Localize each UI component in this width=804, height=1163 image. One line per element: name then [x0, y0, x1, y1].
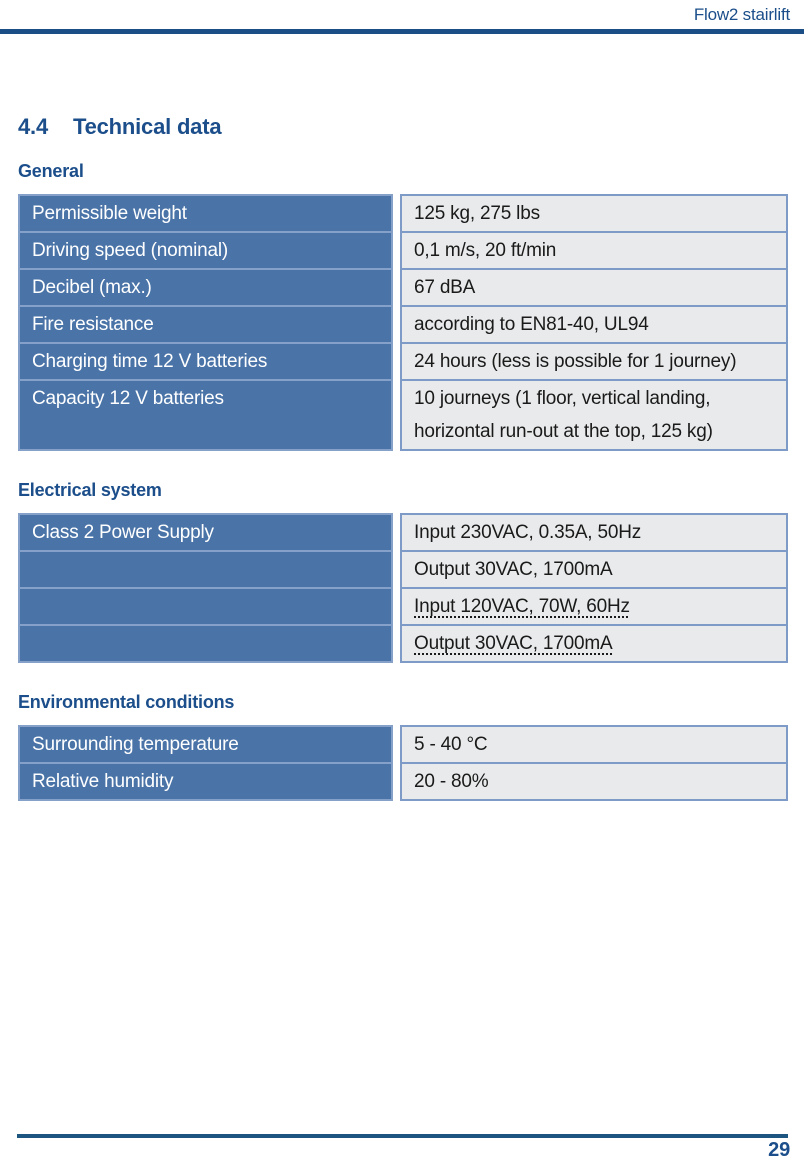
tables-container [18, 160, 788, 801]
table-heading: Environmental conditions [18, 692, 235, 712]
row-value-text: Input 120VAC, 70W, 60Hz [414, 596, 630, 617]
row-label-cell: Charging time 12 V batteries [18, 344, 393, 381]
row-value-text: Output 30VAC, 1700mA [414, 633, 613, 654]
row-value-cell [400, 552, 788, 589]
row-label-cell [18, 626, 393, 663]
page-footer [0, 1134, 804, 1163]
data-table [18, 513, 788, 663]
row-value-cell [400, 233, 788, 270]
row-value-cell [400, 626, 788, 663]
row-label-cell [18, 552, 393, 589]
content [18, 114, 788, 801]
row-label-cell: Decibel (max.) [18, 270, 393, 307]
row-value-text: 67 dBA [414, 277, 476, 298]
row-value-text: 20 - 80% [414, 771, 489, 792]
header-rule [0, 29, 804, 34]
table-heading: Electrical system [18, 480, 162, 500]
row-label-cell: Fire resistance [18, 307, 393, 344]
section-heading [18, 114, 788, 140]
row-value-text: 24 hours (less is possible for 1 journey) [414, 351, 737, 372]
row-value-text: Input 230VAC, 0.35A, 50Hz [414, 522, 642, 543]
section-title: Technical data [72, 114, 222, 139]
data-table [18, 725, 788, 801]
row-value-cell [400, 381, 788, 451]
row-value-text: 0,1 m/s, 20 ft/min [414, 240, 557, 261]
page-number: 29 [768, 1139, 790, 1161]
row-value-cell [400, 344, 788, 381]
table-heading: General [18, 161, 84, 181]
row-value-text: 125 kg, 275 lbs [414, 203, 540, 224]
row-value-text: according to EN81-40, UL94 [414, 314, 649, 335]
header-title: Flow2 stairlift [693, 5, 790, 24]
section-number: 4.4 [18, 114, 48, 139]
row-value-cell [400, 513, 788, 552]
row-value-text: 10 journeys (1 floor, vertical landing, horizontal run-out at the top, 125 kg) [414, 388, 713, 442]
page-header [0, 0, 804, 34]
row-label-cell: Permissible weight [18, 194, 393, 233]
data-table [18, 194, 788, 451]
row-value-text: 5 - 40 °C [414, 734, 488, 755]
row-label-cell: Class 2 Power Supply [18, 513, 393, 552]
row-value-cell [400, 764, 788, 801]
row-label-cell [18, 589, 393, 626]
row-value-cell [400, 270, 788, 307]
row-value-cell [400, 589, 788, 626]
row-value-text: Output 30VAC, 1700mA [414, 559, 613, 580]
row-label-cell: Surrounding temperature [18, 725, 393, 764]
row-value-cell [400, 194, 788, 233]
row-value-cell [400, 307, 788, 344]
row-label-cell: Relative humidity [18, 764, 393, 801]
row-label-cell: Driving speed (nominal) [18, 233, 393, 270]
row-label-cell: Capacity 12 V batteries [18, 381, 393, 451]
row-value-cell [400, 725, 788, 764]
